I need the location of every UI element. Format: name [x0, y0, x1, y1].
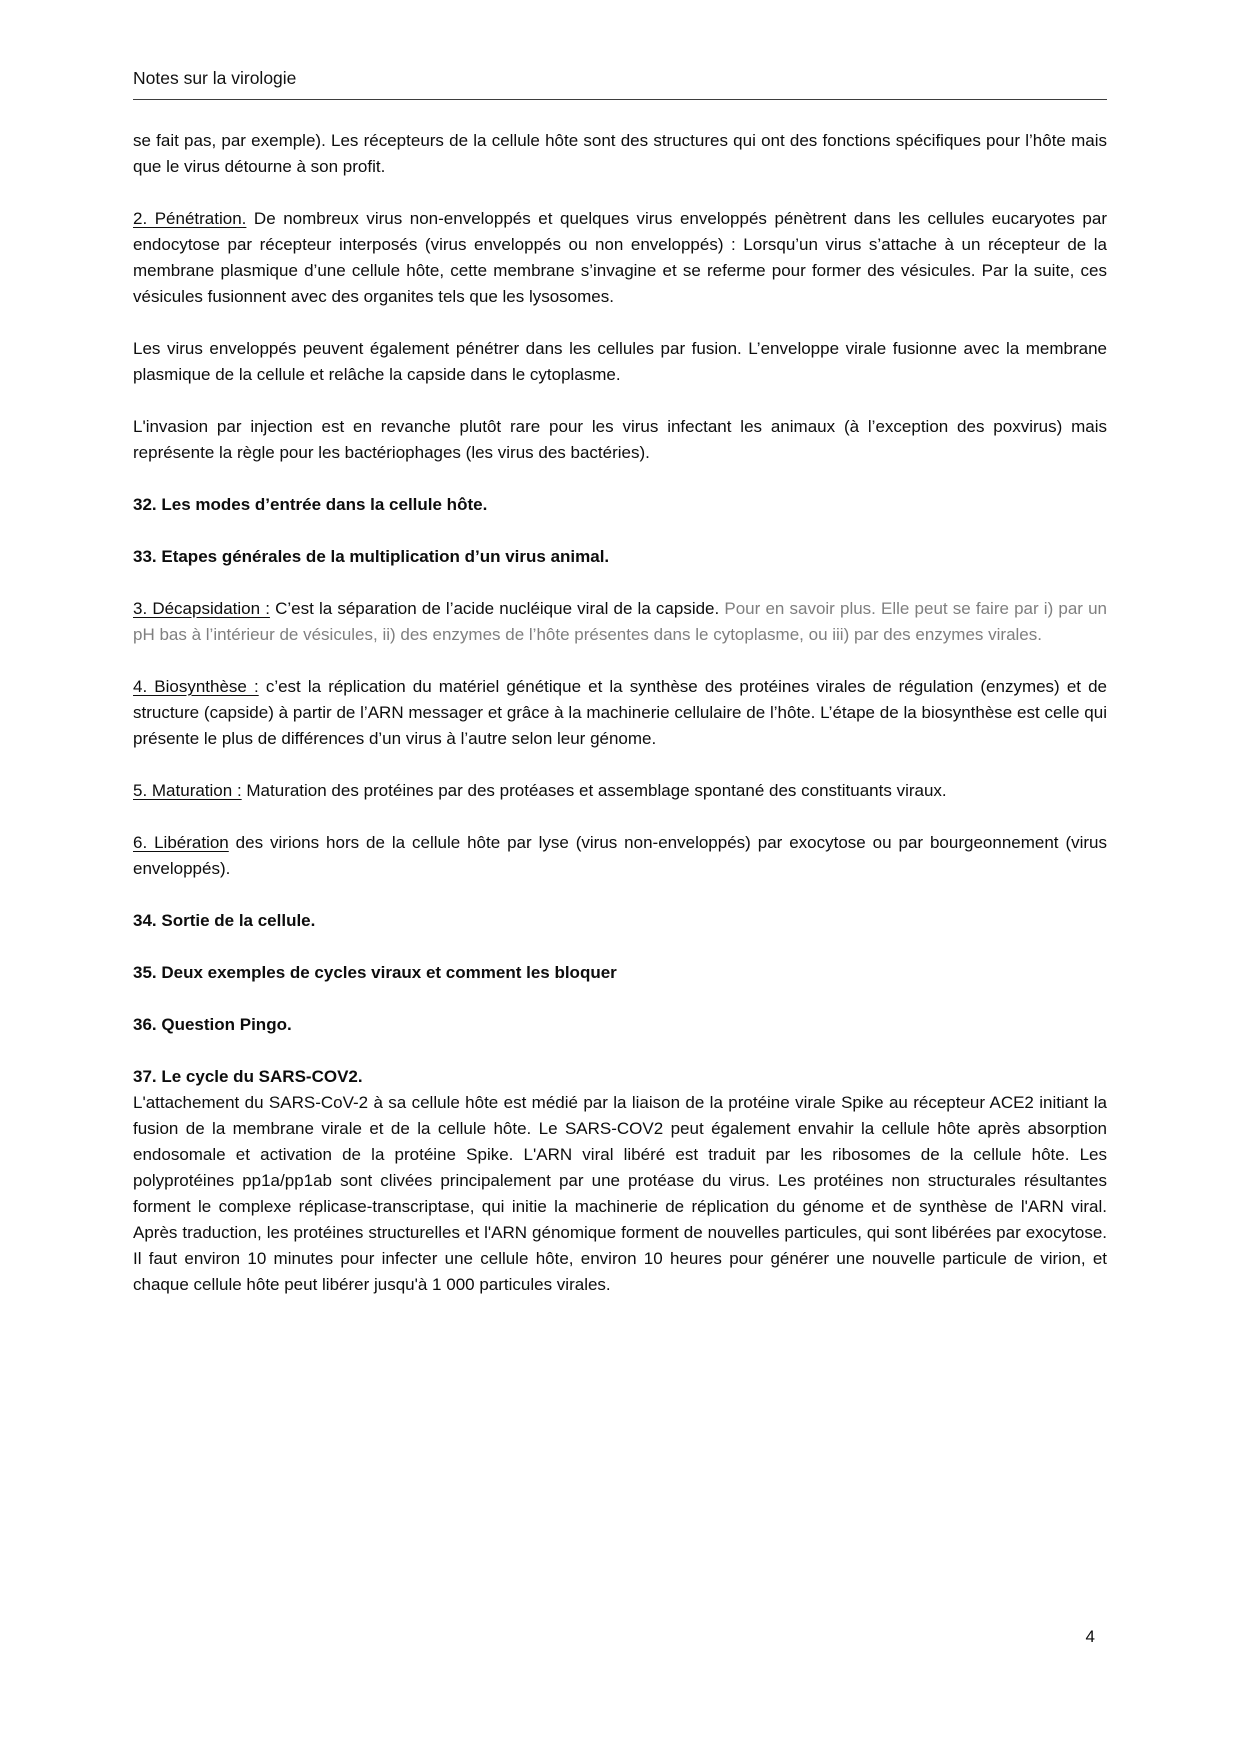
text-run: C’est la séparation de l’acide nucléique viral de la capside. — [269, 599, 720, 618]
text-run: 5. Maturation : — [133, 781, 242, 800]
paragraph — [133, 674, 1107, 752]
section-heading — [133, 544, 1107, 570]
paragraph — [133, 778, 1107, 804]
paragraph — [133, 414, 1107, 466]
text-run: 34. Sortie de la cellule. — [133, 911, 316, 930]
text-run: 6. Libération — [133, 833, 229, 852]
text-run: des virions hors de la cellule hôte par lyse (virus non-enveloppés) par exocytose ou par bourgeonnement (virus enveloppés). — [133, 833, 1107, 878]
text-run: 4. Biosynthèse : — [133, 677, 259, 696]
section-heading — [133, 960, 1107, 986]
paragraph — [133, 206, 1107, 310]
text-run: 36. Question Pingo. — [133, 1015, 292, 1034]
text-run: 3. Décapsidation : — [133, 599, 270, 618]
paragraph — [133, 128, 1107, 180]
section-heading — [133, 492, 1107, 518]
page-number: 4 — [1085, 1627, 1095, 1646]
paragraph — [133, 1090, 1107, 1298]
page-header: Notes sur la virologie — [133, 66, 1107, 100]
text-run: c’est la réplication du matériel génétique et la synthèse des protéines virales de régulation (enzymes) et de structure (capside) à partir de l’ARN messager et grâce à la machinerie cellulaire de l’hôte. L’étape de la biosynthèse est celle qui présente le plus de différences d’un virus à l’autre selon leur génome. — [133, 677, 1108, 748]
document-body — [133, 128, 1107, 1324]
paragraph — [133, 336, 1107, 388]
text-run: 37. Le cycle du SARS-COV2. — [133, 1067, 363, 1086]
paragraph — [133, 596, 1107, 648]
text-run: De nombreux virus non-enveloppés et quelques virus enveloppés pénètrent dans les cellules eucaryotes par endocytose par récepteur interposés (virus enveloppés ou non enveloppés) : Lorsqu’un virus s’attache à un récepteur de la membrane plasmique d’une cellule hôte, cette membrane s’invagine et se referme pour former des vésicules. Par la suite, ces vésicules fusionnent avec des organites tels que les lysosomes. — [133, 209, 1107, 306]
paragraph — [133, 830, 1107, 882]
text-run: 35. Deux exemples de cycles viraux et comment les bloquer — [133, 963, 617, 982]
text-run: se fait pas, par exemple). Les récepteurs de la cellule hôte sont des structures qui ont des fonctions spécifiques pour l’hôte mais que le virus détourne à son profit. — [133, 131, 1107, 176]
text-run: Maturation des protéines par des protéases et assemblage spontané des constituants viraux. — [241, 781, 947, 800]
text-run: Pour en savoir plus. Elle peut se faire par i) par un pH bas à l’intérieur de vésicules, ii) des enzymes de l’hôte présentes dans le cytoplasme, ou iii) par des enzymes virales. — [133, 599, 1107, 644]
section-heading — [133, 1064, 1107, 1090]
text-run: L'invasion par injection est en revanche plutôt rare pour les virus infectant les animaux (à l’exception des poxvirus) mais représente la règle pour les bactériophages (les virus des bactéries). — [133, 417, 1107, 462]
text-run: 33. Etapes générales de la multiplication d’un virus animal. — [133, 547, 610, 566]
text-run: 2. Pénétration. — [133, 209, 247, 228]
section-heading — [133, 908, 1107, 934]
text-run: 32. Les modes d’entrée dans la cellule hôte. — [133, 495, 488, 514]
text-run: L'attachement du SARS-CoV-2 à sa cellule hôte est médié par la liaison de la protéine virale Spike au récepteur ACE2 initiant la fusion de la membrane virale et de la cellule hôte. Le SARS-COV2 peut également envahir la cellule hôte après absorption endosomale et activation de la protéine Spike. L'ARN viral libéré est traduit par les ribosomes de la cellule hôte. Les polyprotéines pp1a/pp1ab sont clivées principalement par une protéase du virus. Les protéines non structurales résultantes forment le complexe réplicase-transcriptase, qui initie la machinerie de réplication du génome et de synthèse de l'ARN viral. Après traduction, les protéines structurelles et l'ARN génomique forment de nouvelles particules, qui sont libérées par exocytose. Il faut environ 10 minutes pour infecter une cellule hôte, environ 10 heures pour générer une nouvelle particule de virion, et chaque cellule hôte peut libérer jusqu'à 1 000 particules virales. — [133, 1093, 1107, 1294]
section-heading — [133, 1012, 1107, 1038]
text-run: Les virus enveloppés peuvent également pénétrer dans les cellules par fusion. L’enveloppe virale fusionne avec la membrane plasmique de la cellule et relâche la capside dans le cytoplasme. — [133, 339, 1107, 384]
